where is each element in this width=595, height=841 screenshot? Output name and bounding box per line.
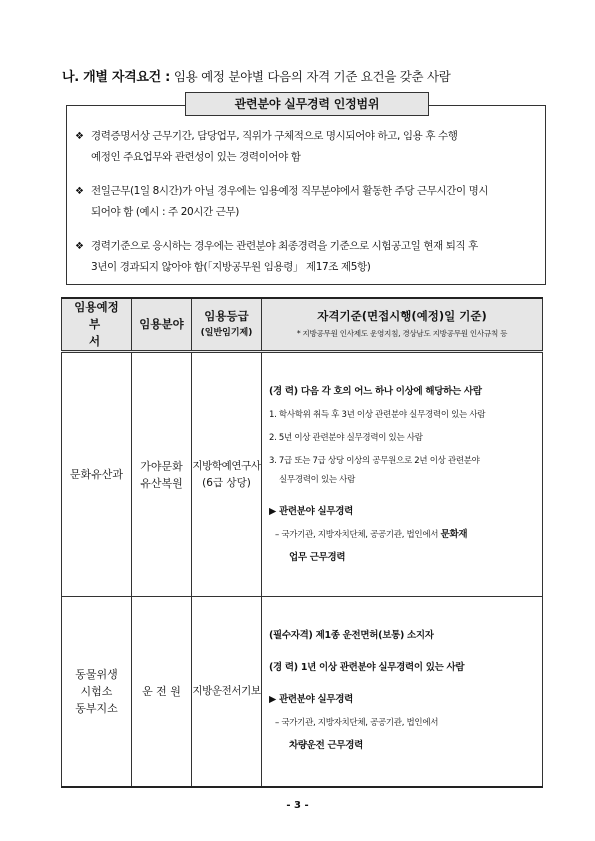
criteria-required: (필수자격) 제1종 운전면허(보통) 소지자 (269, 630, 434, 642)
header-dept (62, 298, 132, 352)
diamond-bullet-icon: ❖ (75, 131, 84, 142)
page-number: - 3 - (286, 800, 309, 811)
criteria-sub-line2: 차량운전 근무경력 (289, 740, 364, 752)
header-dept-line2: 부 서 (88, 317, 115, 348)
notice-bullet-line: 예정인 주요업무와 관련성이 있는 경력이어야 함 (91, 151, 301, 163)
criteria-item: 3. 7급 또는 7급 상당 이상의 공무원으로 2년 이상 관련분야 (269, 455, 480, 466)
row-criteria (262, 597, 543, 787)
notice-bullet (75, 126, 537, 168)
diamond-bullet-icon: ❖ (75, 241, 84, 252)
section-heading-label: 나. 개별 자격요건 : (62, 70, 171, 85)
notice-bullet-line: 경력증명서상 근무기간, 담당업무, 직위가 구체적으로 명시되어야 하고, 임용 후 수행 (91, 130, 458, 142)
row-dept-line2: 시험소 (80, 684, 113, 698)
criteria-lead: (경 력) 다음 각 호의 어느 하나 이상에 해당하는 사람 (269, 385, 482, 397)
criteria-sub-line2: 업무 근무경력 (289, 551, 346, 563)
notice-bullet-line: 3년이 경과되지 않아야 함(「지방공무원 임용령」 제17조 제5항) (91, 261, 371, 273)
row-field: 운 전 원 (132, 597, 192, 787)
row-dept-line1: 동물위생 (75, 667, 118, 681)
criteria-sub-text: – 국가기관, 지방자치단체, 공공기관, 법인에서 (275, 529, 439, 540)
row-dept (62, 597, 132, 787)
criteria-item-cont: 실무경력이 있는 사람 (279, 474, 356, 485)
header-criteria-note: * 지방공무원 인사제도 운영지침, 경상남도 지방공무원 인사규칙 등 (296, 328, 508, 338)
header-grade-title: 임용등급 (204, 308, 249, 323)
experience-scope-box (66, 97, 546, 285)
header-dept-line1: 임용예정 (74, 300, 119, 314)
criteria-sub-bold: 문화재 (440, 528, 468, 540)
notice-bullet-line: 경력기준으로 응시하는 경우에는 관련분야 최종경력을 기준으로 시험공고일 현재 퇴직 후 (91, 240, 478, 252)
table-row (62, 597, 543, 787)
row-field-line1: 가야문화 (140, 459, 183, 473)
notice-bullet (75, 236, 537, 278)
row-grade: 지방운전서기보 (192, 597, 262, 787)
criteria-subtitle: ▶ 관련분야 실무경력 (269, 694, 354, 706)
notice-bullet-line: 전일근무(1일 8시간)가 아닐 경우에는 임용예정 직무분야에서 활동한 주당 근무시간이 명시 (91, 185, 489, 197)
criteria-subtitle: ▶ 관련분야 실무경력 (269, 505, 354, 517)
header-field: 임용분야 (132, 298, 192, 352)
criteria-sub-line: – 국가기관, 지방자치단체, 공공기관, 법인에서 (275, 718, 439, 729)
header-grade (192, 298, 262, 352)
notice-bullet (75, 181, 537, 223)
experience-scope-title: 관련분야 실무경력 인정범위 (185, 92, 429, 116)
row-field-line2: 유산복원 (140, 476, 183, 490)
row-dept: 문화유산과 (62, 352, 132, 597)
row-criteria (262, 352, 543, 597)
section-heading-text: 임용 예정 분야별 다음의 자격 기준 요건을 갖춘 사람 (173, 69, 451, 84)
header-grade-sub: (일반임기제) (200, 327, 253, 338)
header-criteria (262, 298, 543, 352)
row-grade-line1: 지방학예연구사 (192, 459, 261, 472)
row-field (132, 352, 192, 597)
criteria-lead: (경 력) 1년 이상 관련분야 실무경력이 있는 사람 (269, 662, 465, 674)
criteria-item: 2. 5년 이상 관련분야 실무경력이 있는 사람 (269, 432, 423, 443)
notice-bullet-line: 되어야 함 (예시 : 주 20시간 근무) (91, 206, 239, 218)
row-grade (192, 352, 262, 597)
table-header-row (62, 298, 543, 352)
section-heading (62, 66, 562, 85)
diamond-bullet-icon: ❖ (75, 186, 84, 197)
row-dept-line3: 동부지소 (75, 701, 118, 715)
table-row (62, 352, 543, 597)
criteria-sub-line (269, 528, 538, 542)
qualification-table (61, 297, 543, 788)
header-criteria-title: 자격기준(면접시행(예정)일 기준) (317, 308, 487, 323)
row-grade-line2: (6급 상당) (202, 476, 251, 489)
criteria-item: 1. 학사학위 취득 후 3년 이상 관련분야 실무경력이 있는 사람 (269, 409, 486, 420)
